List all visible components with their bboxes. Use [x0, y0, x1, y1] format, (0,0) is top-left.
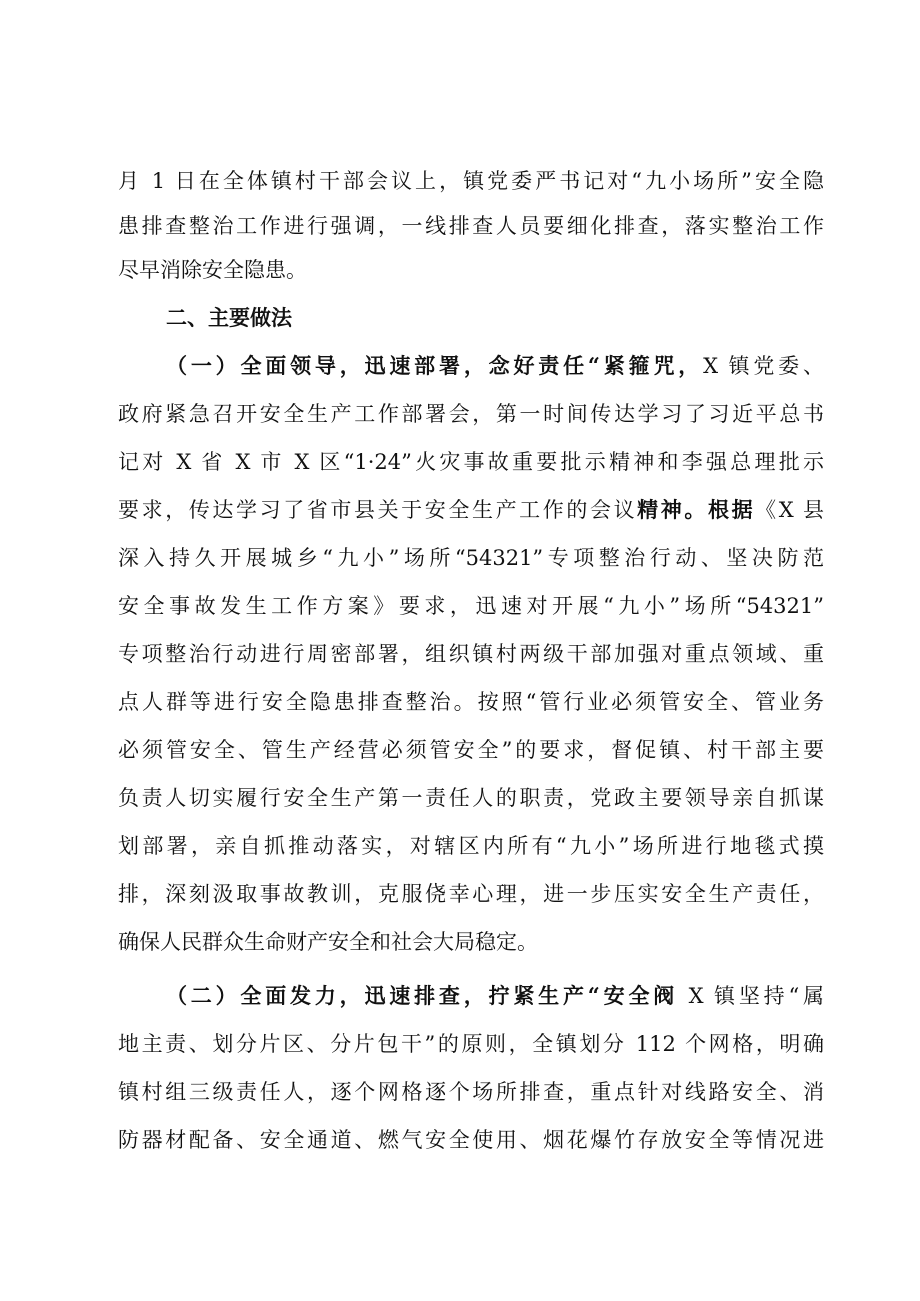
line-17: 确保人民群众生命财产安全和社会大局稳定。 [118, 930, 538, 954]
line-8-part-c: 《X 县 [755, 498, 824, 522]
line-2: 患排查整治工作进行强调，一线排查人员要细化排查，落实整治工作 [118, 214, 824, 238]
subsection-1-first-line [166, 348, 824, 384]
line-13: 必须管安全、管生产经营必须管安全”的要求，督促镇、村干部主要 [118, 738, 824, 762]
line-8-part-a: 要求，传达学习了省市县关于安全生产工作的会议 [118, 498, 638, 522]
subsection-2-heading: （二）全面发力，迅速排查，拧紧生产“安全阀 [166, 983, 679, 1008]
line-7: 记对 X 省 X 市 X 区“1·24”火灾事故重要批示精神和李强总理批示 [118, 450, 824, 474]
line-8 [118, 492, 824, 528]
line-3: 尽早消除安全隐患。 [118, 258, 307, 282]
line-21: 防器材配备、安全通道、燃气安全使用、烟花爆竹存放安全等情况进 [118, 1128, 824, 1152]
subsection-1-heading: （一）全面领导，迅速部署，念好责任“紧箍咒， [166, 353, 704, 378]
section-heading: 二、主要做法 [166, 305, 292, 330]
line-15: 划部署，亲自抓推动落实，对辖区内所有“九小”场所进行地毯式摸 [118, 834, 824, 858]
line-19: 地主责、划分片区、分片包干”的原则，全镇划分 112 个网格，明确 [118, 1032, 824, 1056]
line-10: 安全事故发生工作方案》要求，迅速对开展“九小”场所“54321” [118, 594, 824, 618]
line-1: 月 1 日在全体镇村干部会议上，镇党委严书记对“九小场所”安全隐 [118, 169, 824, 193]
line-8-bold-part: 精神。根据 [637, 497, 756, 522]
line-20: 镇村组三级责任人，逐个网格逐个场所排查，重点针对线路安全、消 [118, 1080, 824, 1104]
line-12: 点人群等进行安全隐患排查整治。按照“管行业必须管安全、管业务 [118, 690, 824, 714]
line-9: 深入持久开展城乡“九小”场所“54321”专项整治行动、坚决防范 [118, 546, 824, 570]
subsection-2-lead: X 镇坚持“属 [678, 984, 824, 1008]
line-14: 负责人切实履行安全生产第一责任人的职责，党政主要领导亲自抓谋 [118, 786, 824, 810]
line-16: 排，深刻汲取事故教训，克服侥幸心理，进一步压实安全生产责任， [118, 882, 824, 906]
line-11: 专项整治行动进行周密部署，组织镇村两级干部加强对重点领域、重 [118, 642, 824, 666]
subsection-2-first-line [166, 978, 824, 1014]
line-6: 政府紧急召开安全生产工作部署会，第一时间传达学习了习近平总书 [118, 402, 824, 426]
subsection-1-lead: X 镇党委、 [703, 354, 824, 378]
